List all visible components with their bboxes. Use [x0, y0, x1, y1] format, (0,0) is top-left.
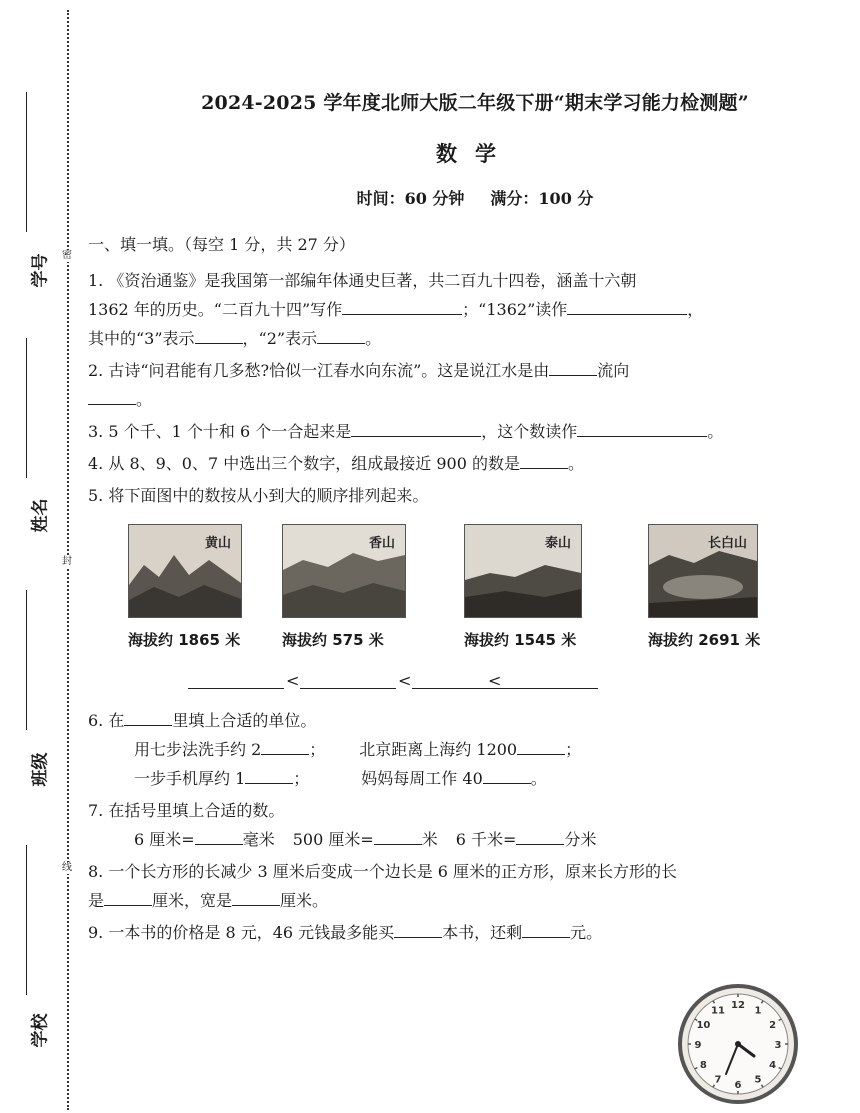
- exam-title: 2024-2025 学年度北师大版二年级下册“期末学习能力检测题”: [201, 92, 749, 114]
- mountain-name: 长白山: [707, 536, 747, 551]
- clock-illustration: [676, 982, 800, 1106]
- q2-line2: 。: [88, 385, 810, 414]
- name-line: [26, 338, 27, 478]
- answer-blank[interactable]: [245, 765, 293, 784]
- order-blank[interactable]: [300, 672, 396, 689]
- clock-number: 5: [754, 1074, 762, 1086]
- answer-blank[interactable]: [549, 357, 597, 376]
- seal-char-xian: 线: [62, 862, 72, 873]
- less-than-sign: <: [488, 671, 502, 690]
- school-label: 学校: [30, 1013, 51, 1048]
- answer-blank[interactable]: [342, 296, 462, 315]
- mountain-huangshan: [128, 524, 242, 655]
- clock-number: 12: [731, 1000, 745, 1011]
- mountain-caption: 海拔约 1865 米: [128, 631, 241, 649]
- seal-char-mi: 密: [62, 250, 72, 261]
- order-blank[interactable]: [188, 672, 284, 689]
- q6-line: 6. 在 里填上合适的单位。: [88, 706, 810, 735]
- answer-blank[interactable]: [374, 826, 422, 845]
- section-heading: 一、填一填。（每空 1 分，共 27 分）: [88, 235, 355, 254]
- q7-row: 6 厘米= 毫米 500 厘米= 米 6 千米= 分米: [88, 825, 810, 854]
- q1-line1: 1. 《资治通鉴》是我国第一部编年体通史巨著，共二百九十四卷，涵盖十六朝: [88, 271, 637, 290]
- q5-line: 5. 将下面图中的数按从小到大的顺序排列起来。: [88, 486, 429, 505]
- answer-blank[interactable]: [104, 887, 152, 906]
- school-line: [26, 845, 27, 995]
- answer-blank[interactable]: [516, 826, 564, 845]
- mountain-caption: 海拔约 575 米: [282, 631, 384, 649]
- clock-number: 11: [711, 1005, 725, 1017]
- clock-number: 2: [769, 1020, 777, 1031]
- q6-row1: 用七步法洗手约 2 ； 北京距离上海约 1200 ；: [88, 735, 810, 764]
- q8-line2: 是 厘米，宽是 厘米。: [88, 886, 810, 915]
- q4-line: 4. 从 8、9、0、7 中选出三个数字，组成最接近 900 的数是 。: [88, 449, 810, 478]
- q8-line1: 8. 一个长方形的长减少 3 厘米后变成一个边长是 6 厘米的正方形，原来长方形的长: [88, 862, 678, 881]
- q2-line1: 2. 古诗“问君能有几多愁?恰似一江春水向东流”。这是说江水是由 流向: [88, 356, 810, 385]
- student-id-line: [26, 92, 27, 232]
- seal-char-feng: 封: [62, 556, 72, 567]
- answer-blank[interactable]: [522, 919, 570, 938]
- q6-row2: 一步手机厚约 1 ； 妈妈每周工作 40 。: [88, 764, 810, 793]
- clock-number: 8: [699, 1060, 707, 1071]
- section-fill-in: [88, 230, 810, 947]
- q1-line3: 其中的“3”表示 ，“2”表示 。: [88, 324, 810, 353]
- answer-blank[interactable]: [483, 765, 531, 784]
- mountain-changbaishan: [648, 524, 760, 655]
- full-score: 满分：100 分: [490, 189, 594, 208]
- order-blank[interactable]: [502, 672, 598, 689]
- clock-number: 6: [734, 1080, 742, 1091]
- less-than-sign: <: [286, 671, 300, 690]
- answer-blank[interactable]: [520, 450, 568, 469]
- student-id-label: 学号: [30, 253, 51, 288]
- ordering-row: [88, 666, 810, 700]
- answer-blank[interactable]: [567, 296, 687, 315]
- answer-blank[interactable]: [88, 386, 136, 405]
- subject-title: 数学: [436, 141, 514, 166]
- clock-number: 10: [696, 1020, 711, 1031]
- q9-line: 9. 一本书的价格是 8 元，46 元钱最多能买 本书，还剩 元。: [88, 918, 810, 947]
- q1-line2: 1362 年的历史。“二百九十四”写作 ；“1362”读作 ，: [88, 295, 810, 324]
- answer-blank[interactable]: [232, 887, 280, 906]
- mountain-pictures: [88, 516, 810, 666]
- mountain-photo: [464, 524, 582, 618]
- answer-blank[interactable]: [124, 707, 172, 726]
- clock-number: 1: [754, 1005, 762, 1017]
- q3-line: 3. 5 个千、1 个十和 6 个一合起来是 ，这个数读作 。: [88, 417, 810, 446]
- name-label: 姓名: [30, 498, 51, 533]
- answer-blank[interactable]: [577, 418, 707, 437]
- mountain-caption: 海拔约 1545 米: [464, 631, 577, 649]
- clock-number: 4: [769, 1060, 777, 1071]
- clock-number: 9: [694, 1040, 702, 1051]
- answer-blank[interactable]: [351, 418, 481, 437]
- answer-blank[interactable]: [195, 826, 243, 845]
- clock-number: 7: [714, 1074, 722, 1086]
- time-score-info: [90, 186, 860, 209]
- class-line: [26, 590, 27, 730]
- clock-number: 3: [774, 1040, 782, 1051]
- answer-blank[interactable]: [261, 736, 309, 755]
- q7-line: 7. 在括号里填上合适的数。: [88, 801, 285, 820]
- mountain-name: 香山: [368, 536, 395, 551]
- less-than-sign: <: [398, 671, 412, 690]
- class-label: 班级: [30, 752, 51, 787]
- mountain-photo: [282, 524, 406, 618]
- mountain-xiangshan: [282, 524, 406, 655]
- answer-blank[interactable]: [394, 919, 442, 938]
- time-limit: 时间：60 分钟: [356, 189, 465, 208]
- mountain-photo: [128, 524, 242, 618]
- answer-blank[interactable]: [195, 325, 243, 344]
- mountain-caption: 海拔约 2691 米: [648, 631, 761, 649]
- answer-blank[interactable]: [517, 736, 565, 755]
- mountain-name: 黄山: [204, 536, 231, 551]
- mountain-photo: [648, 524, 758, 618]
- mountain-name: 泰山: [544, 536, 571, 551]
- answer-blank[interactable]: [317, 325, 365, 344]
- mountain-taishan: [464, 524, 582, 655]
